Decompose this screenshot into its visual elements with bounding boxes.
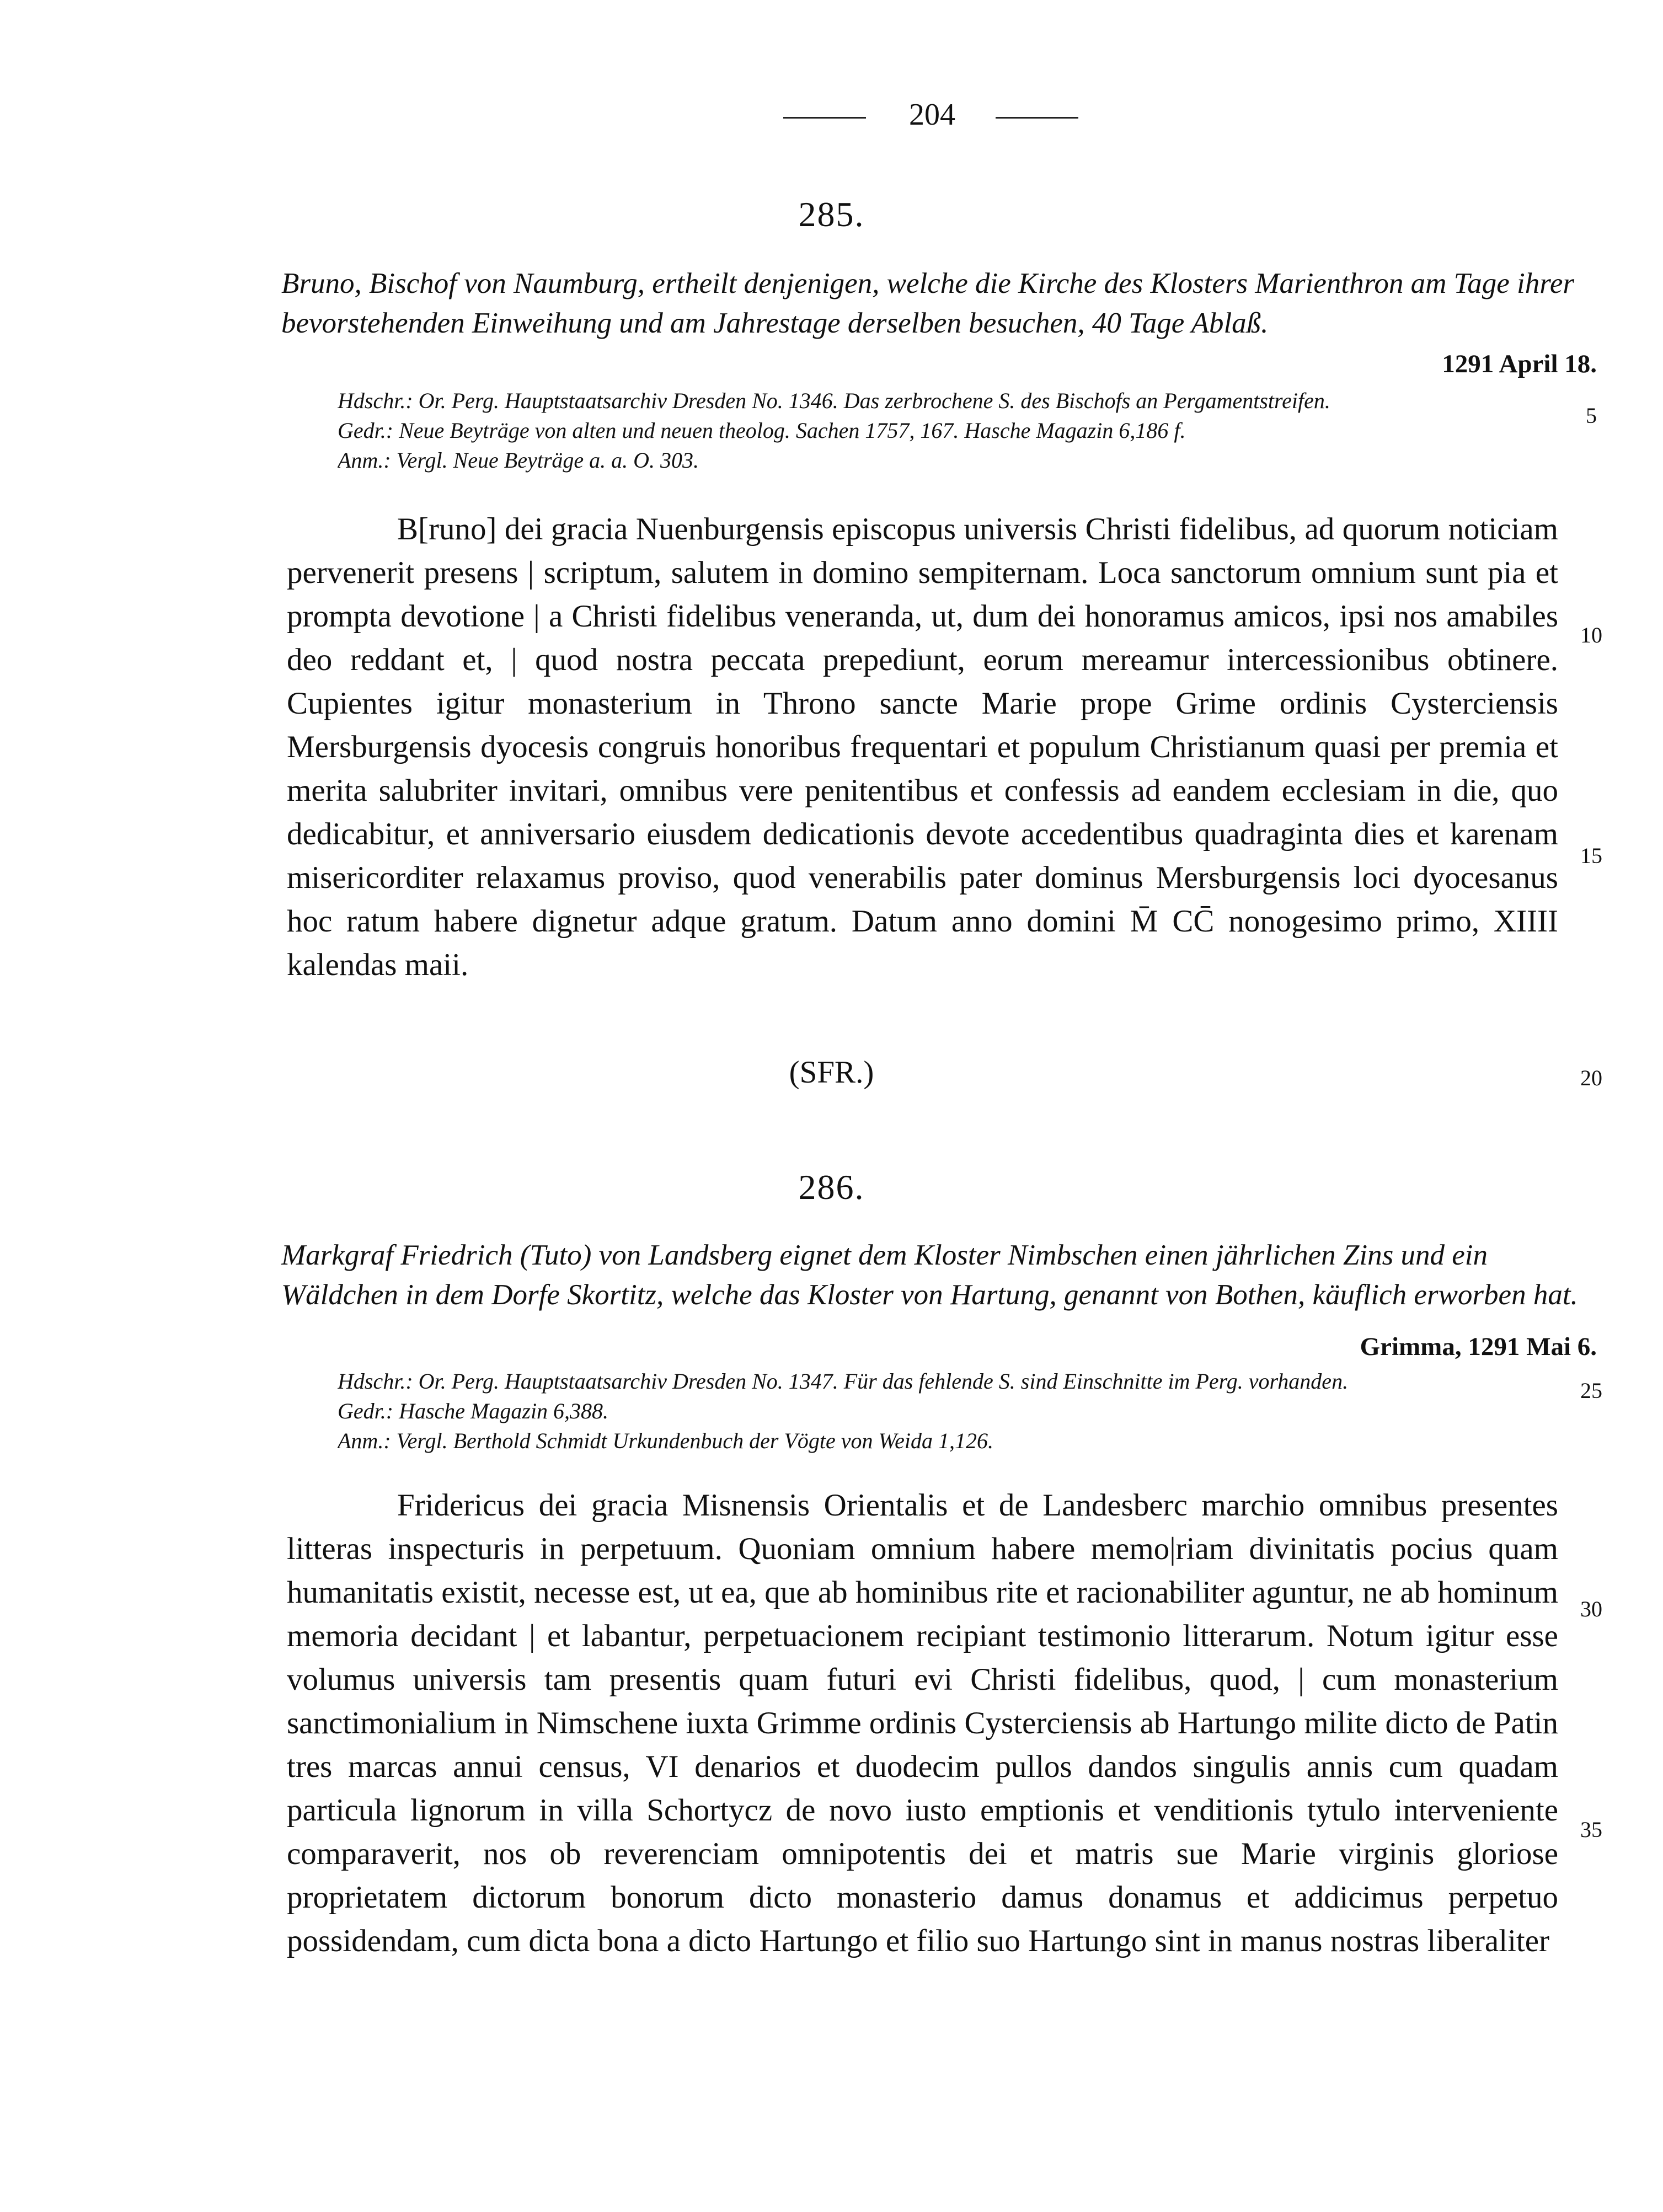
apparatus-text: Hasche Magazin 6,388. — [399, 1399, 609, 1423]
apparatus-text: Vergl. Neue Beyträge a. a. O. 303. — [396, 448, 699, 473]
line-number: 35 — [1580, 1817, 1602, 1842]
charter-text-285: B[runo] dei gracia Nuenburgensis episcopus universis Christi fidelibus, ad quorum noticiam pervenerit presens | scriptum, salutem in domino sempiternam. Loca sanctorum omnium sunt pia et prompta devotione | a Christi fidelibus veneranda, ut, dum dei honoramus amicos, ipsi nos amabiles deo reddant et, | quod nostra peccata prepediunt, eorum mereamur intercessionibus obtinere. Cupientes igitur monasterium in Throno sancte Marie prope Grime ordinis Cysterciensis Mersburgensis dyocesis congruis honoribus frequentari et populum Christianum quasi per premia et merita salubriter invitari, omnibus vere penitentibus et confessis ad eandem ecclesiam in die, quo dedicabitur, et anniversario eiusdem dedicationis devote accedentibus quadraginta dies et karenam misericorditer relaxamus proviso, quod venerabilis pater dominus Mersburgensis loci dyocesanus hoc ratum habere dignetur adque gratum. Datum anno domini M̄ CC̄ nonogesimo primo, XIIII kalendas maii. — [287, 512, 1558, 982]
apparatus-row-manuscript — [338, 386, 1595, 416]
line-number: 30 — [1580, 1597, 1602, 1621]
apparatus-label: Gedr.: — [338, 1399, 394, 1423]
apparatus-row-note — [338, 446, 1595, 475]
header-rule-left — [783, 117, 866, 119]
apparatus-label: Hdschr.: — [338, 1369, 413, 1394]
line-number: 20 — [1580, 1065, 1602, 1090]
regest-285: Bruno, Bischof von Naumburg, ertheilt denjenigen, welche die Kirche des Klosters Marienthron am Tage ihrer bevorstehenden Einweihung und am Jahrestage derselben besuchen, 40 Tage Ablaß. — [281, 267, 1575, 339]
apparatus-text: Vergl. Berthold Schmidt Urkundenbuch der Vögte von Weida 1,126. — [396, 1428, 994, 1453]
apparatus-text: Or. Perg. Hauptstaatsarchiv Dresden No. 1346. Das zerbrochene S. des Bischofs an Pergamentstreifen. — [418, 388, 1330, 413]
seal-note: (SFR.) — [789, 1055, 874, 1090]
apparatus-text: Or. Perg. Hauptstaatsarchiv Dresden No. 1347. Für das fehlende S. sind Einschnitte im Perg. vorhanden. — [418, 1369, 1349, 1394]
line-number: 25 — [1580, 1378, 1602, 1403]
page-number: 204 — [909, 98, 955, 132]
apparatus-285 — [338, 386, 1595, 475]
header-rule-right — [996, 117, 1078, 119]
apparatus-row-manuscript — [338, 1367, 1595, 1396]
line-number: 10 — [1580, 623, 1602, 647]
apparatus-label: Anm.: — [338, 448, 391, 473]
charter-text-286: Fridericus dei gracia Misnensis Orientalis et de Landesberc marchio omnibus presentes litteras inspecturis in perpetuum. Quoniam omnium habere memo|riam divinitatis pocius quam humanitatis existit, necesse est, ut ea, que ab hominibus rite et racionabiliter aguntur, ne ab hominum memoria decidant | et labantur, perpetuacionem recipiant testimonio litterarum. Notum igitur esse volumus universis tam presentis quam futuri evi Christi fidelibus, quod, | cum monasterium sanctimonialium in Nimschene iuxta Grimme ordinis Cysterciensis ab Hartungo milite dicto de Patin tres marcas annui census, VI denarios et duodecim pullos dandos singulis annis cum quadam particula lignorum in villa Schortycz de novo iusto emptionis et venditionis tytulo interveniente comparaverit, nos ob reverenciam omnipotentis dei et matris sue Marie virginis gloriose proprietatem dictorum bonorum dicto monasterio damus donamus et addicimus perpetuo possidendam, cum dicta bona a dicto Hartungo et filio suo Hartungo sint in manus nostras liberaliter — [287, 1488, 1558, 1958]
apparatus-row-printed — [338, 1396, 1595, 1426]
regest-286: Markgraf Friedrich (Tuto) von Landsberg eignet dem Kloster Nimbschen einen jährlichen Zins und ein Wäldchen in dem Dorfe Skortitz, welche das Kloster von Hartung, genannt von Bothen, käuflich erworben hat. — [281, 1239, 1578, 1311]
line-number: 5 — [1586, 403, 1597, 428]
apparatus-286 — [338, 1367, 1595, 1456]
apparatus-text: Neue Beyträge von alten und neuen theolog. Sachen 1757, 167. Hasche Magazin 6,186 f. — [399, 418, 1186, 443]
apparatus-label: Anm.: — [338, 1428, 391, 1453]
document-number-286: 286. — [798, 1167, 865, 1207]
apparatus-row-printed — [338, 416, 1595, 446]
page-header — [0, 93, 1663, 137]
apparatus-row-note — [338, 1426, 1595, 1456]
document-number-285: 285. — [798, 195, 865, 234]
line-number: 15 — [1580, 843, 1602, 868]
apparatus-label: Hdschr.: — [338, 388, 413, 413]
apparatus-label: Gedr.: — [338, 418, 394, 443]
date-285: 1291 April 18. — [1442, 350, 1597, 378]
date-286: Grimma, 1291 Mai 6. — [1360, 1332, 1597, 1361]
